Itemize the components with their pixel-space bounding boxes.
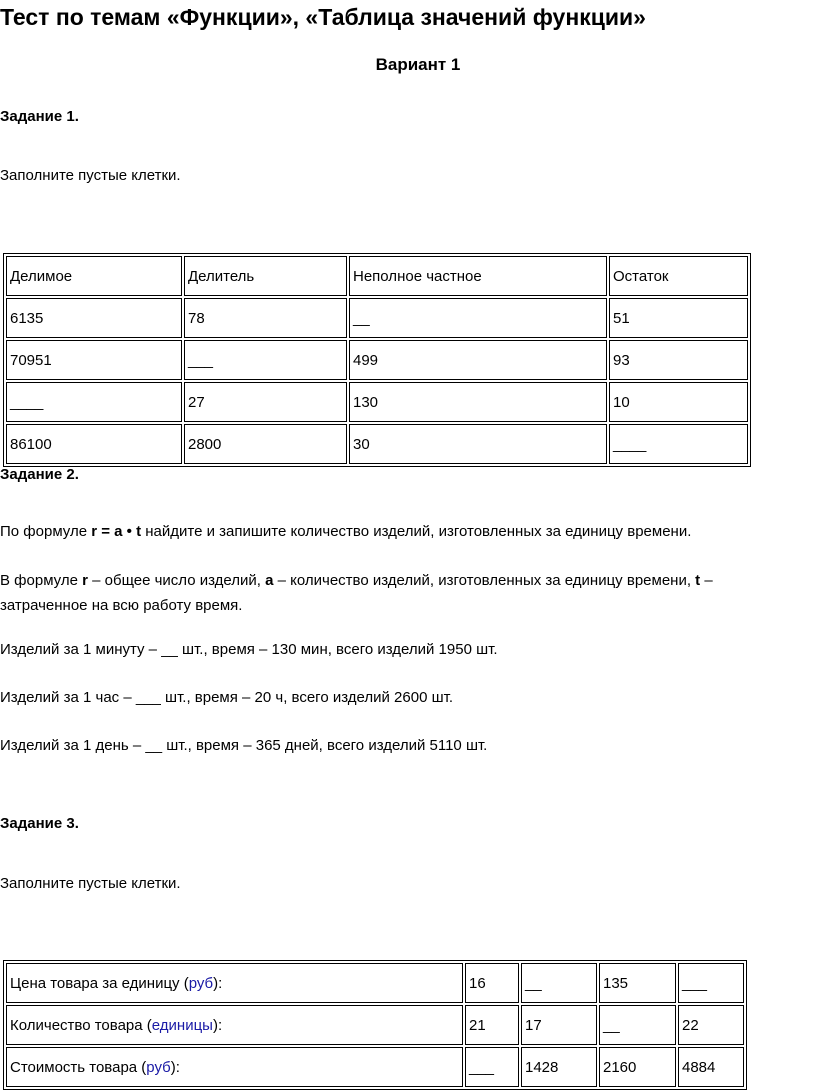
task2-line: Изделий за 1 минуту – __ шт., время – 130 мин, всего изделий 1950 шт. (0, 641, 498, 658)
table-cell: ___ (184, 340, 347, 380)
table-row (6, 1005, 744, 1045)
division-table (3, 253, 751, 467)
table-cell: __ (599, 1005, 676, 1045)
table-row (6, 298, 748, 338)
table-cell: 10 (609, 382, 748, 422)
var-a: a (265, 572, 274, 589)
task2-heading: Задание 2. (0, 466, 79, 483)
page-title: Тест по темам «Функции», «Таблица значений функции» (0, 4, 646, 30)
label-text: Стоимость товара ( (10, 1058, 147, 1076)
table-cell: 2160 (599, 1047, 676, 1087)
header-cell: Остаток (609, 256, 748, 296)
table-cell: ____ (6, 382, 182, 422)
def-prefix: В формуле (0, 572, 83, 589)
task2-formula-text (0, 519, 800, 544)
def-t-text: – затраченное на всю работу время. (0, 572, 713, 614)
unit-link[interactable]: единицы (151, 1016, 213, 1034)
table-cell: 1428 (521, 1047, 597, 1087)
task2-line: Изделий за 1 час – ___ шт., время – 20 ч, всего изделий 2600 шт. (0, 689, 453, 706)
variant-heading: Вариант 1 (375, 55, 461, 74)
price-table (3, 960, 747, 1090)
table-cell: 30 (349, 424, 607, 464)
table-cell: 2800 (184, 424, 347, 464)
table-row (6, 963, 744, 1003)
table-row (6, 1047, 744, 1087)
task1-heading: Задание 1. (0, 108, 79, 125)
formula-prefix: По формуле (0, 523, 92, 540)
table-cell: 21 (465, 1005, 519, 1045)
table-cell: 4884 (678, 1047, 744, 1087)
table-cell: 93 (609, 340, 748, 380)
table-cell: __ (521, 963, 597, 1003)
table-cell: ___ (465, 1047, 519, 1087)
table-cell: ____ (609, 424, 748, 464)
table-cell: 135 (599, 963, 676, 1003)
header-cell: Делитель (184, 256, 347, 296)
table-cell: 51 (609, 298, 748, 338)
def-a-text: – количество изделий, изготовленных за единицу времени, (273, 572, 696, 589)
row-label (6, 963, 463, 1003)
table-cell: 17 (521, 1005, 597, 1045)
label-text: Количество товара ( (10, 1016, 152, 1034)
row-label (6, 1005, 463, 1045)
unit-link[interactable]: руб (188, 974, 214, 992)
table-cell: 70951 (6, 340, 182, 380)
label-close: ): (170, 1058, 180, 1076)
task3-instruction: Заполните пустые клетки. (0, 875, 181, 892)
table-cell: 86100 (6, 424, 182, 464)
formula: r = a • t (91, 523, 142, 540)
table-cell: ___ (678, 963, 744, 1003)
table-cell: __ (349, 298, 607, 338)
table-cell: 78 (184, 298, 347, 338)
table-cell: 130 (349, 382, 607, 422)
label-close: ): (213, 974, 223, 992)
task3-heading: Задание 3. (0, 815, 79, 832)
formula-suffix: найдите и запишите количество изделий, изготовленных за единицу времени. (141, 523, 692, 540)
table-header-row (6, 256, 748, 296)
table-cell: 27 (184, 382, 347, 422)
label-text: Цена товара за единицу ( (10, 974, 189, 992)
var-t: t (695, 572, 701, 589)
table-row (6, 340, 748, 380)
header-cell: Неполное частное (349, 256, 607, 296)
table-row (6, 424, 748, 464)
task1-instruction: Заполните пустые клетки. (0, 167, 181, 184)
task2-line: Изделий за 1 день – __ шт., время – 365 дней, всего изделий 5110 шт. (0, 737, 488, 754)
unit-link[interactable]: руб (146, 1058, 171, 1076)
var-r: r (82, 572, 88, 589)
table-cell: 6135 (6, 298, 182, 338)
table-row (6, 382, 748, 422)
table-cell: 22 (678, 1005, 744, 1045)
task2-definitions (0, 568, 800, 618)
header-cell: Делимое (6, 256, 182, 296)
table-cell: 16 (465, 963, 519, 1003)
row-label (6, 1047, 463, 1087)
def-r-text: – общее число изделий, (87, 572, 266, 589)
table-cell: 499 (349, 340, 607, 380)
label-close: ): (212, 1016, 223, 1034)
